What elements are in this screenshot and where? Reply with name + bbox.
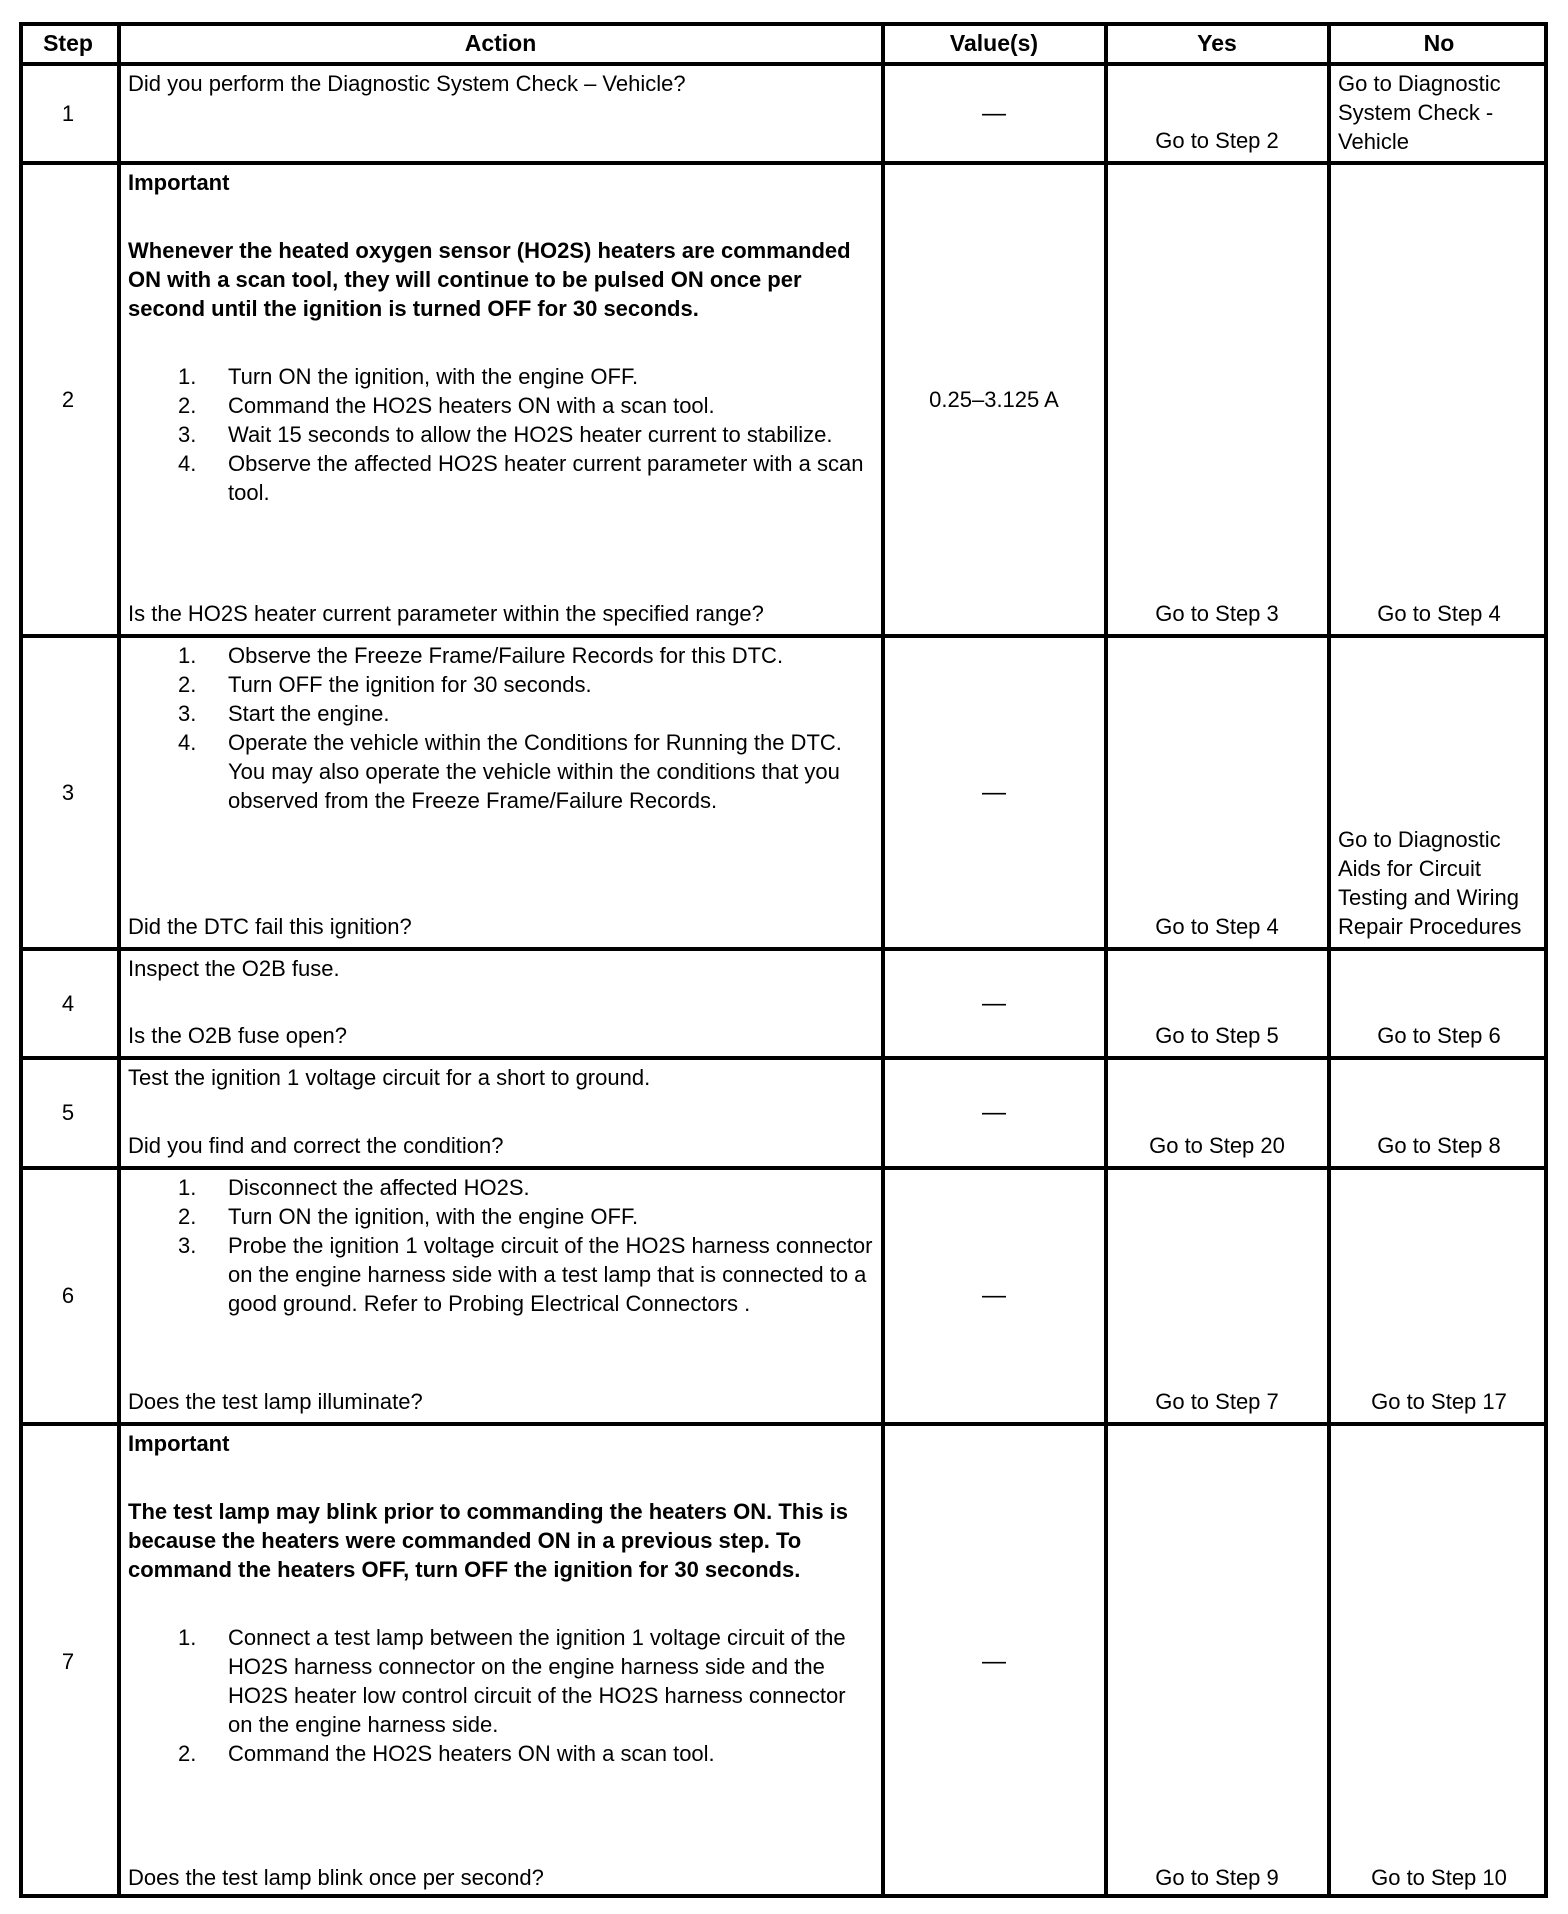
header-yes: Yes: [1197, 30, 1237, 56]
procedure-list: [128, 362, 873, 507]
important-text: Whenever the heated oxygen sensor (HO2S) heaters are commanded ON with a scan tool, they will continue to be pulsed ON once per second until the ignition is turned OFF for 30 seconds.: [128, 238, 851, 321]
no-link[interactable]: Go to Diagnostic System Check - Vehicle: [1338, 71, 1501, 154]
yes-cell: [1107, 164, 1327, 634]
step-number: 2: [61, 386, 75, 412]
action-cell: [120, 1169, 881, 1422]
row-divider: [19, 161, 1548, 165]
question: Is the HO2S heater current parameter within the specified range?: [128, 601, 764, 626]
diagnostic-table: [19, 22, 1548, 1898]
no-cell: [1330, 1169, 1548, 1422]
list-item: 2. Command the HO2S heaters ON with a scan tool.: [178, 1741, 715, 1766]
table-row-step-4: [19, 950, 1548, 1056]
action-cell: [120, 164, 881, 634]
row-divider: [19, 62, 1548, 66]
no-cell: [1330, 950, 1548, 1056]
no-link[interactable]: Go to Step 10: [1371, 1865, 1507, 1890]
table-border: [19, 22, 1548, 26]
column-divider: [117, 22, 121, 1898]
table-row-step-1: [19, 65, 1548, 161]
procedure-list: [128, 641, 873, 815]
action-cell: [120, 950, 881, 1056]
list-item: 4. Observe the affected HO2S heater current parameter with a scan tool.: [178, 451, 864, 505]
list-item: 4. Operate the vehicle within the Conditions for Running the DTC. You may also operate the vehicle within the conditions that you observed from the Freeze Frame/Failure Records.: [178, 730, 842, 813]
column-divider: [1327, 22, 1331, 1898]
question: Does the test lamp illuminate?: [128, 1389, 423, 1414]
action-text: Did you perform the Diagnostic System Check – Vehicle?: [128, 71, 686, 96]
important-text: The test lamp may blink prior to commanding the heaters ON. This is because the heaters were commanded ON in a previous step. To command the heaters OFF, turn OFF the ignition for 30 seconds.: [128, 1499, 849, 1582]
question: Does the test lamp blink once per second?: [128, 1865, 544, 1890]
yes-cell: [1107, 950, 1327, 1056]
no-cell: [1330, 1425, 1548, 1898]
important-label: Important: [128, 1431, 230, 1456]
step-number: 5: [61, 1100, 75, 1125]
question: Is the O2B fuse open?: [128, 1023, 347, 1048]
row-divider: [19, 1166, 1548, 1170]
step-number: 3: [61, 779, 75, 805]
action-cell: [120, 1059, 881, 1166]
yes-cell: [1107, 1169, 1327, 1422]
header-no: No: [1423, 30, 1455, 56]
yes-link[interactable]: Go to Step 2: [1155, 128, 1279, 153]
procedure-list: [128, 1173, 873, 1318]
step-number: 7: [61, 1649, 75, 1674]
table-border: [19, 22, 23, 1898]
list-item: 2. Turn OFF the ignition for 30 seconds.: [178, 672, 592, 697]
column-divider: [881, 22, 885, 1898]
value-cell: —: [982, 778, 1006, 806]
list-item: 1. Disconnect the affected HO2S.: [178, 1175, 530, 1200]
table-row-step-3: [19, 637, 1548, 947]
no-link[interactable]: Go to Step 4: [1377, 601, 1501, 626]
table-row-step-7: [19, 1425, 1548, 1898]
no-link[interactable]: Go to Step 6: [1377, 1023, 1501, 1048]
row-divider: [19, 1422, 1548, 1426]
yes-link[interactable]: Go to Step 7: [1155, 1389, 1279, 1414]
yes-cell: [1107, 1059, 1327, 1166]
no-cell: [1330, 1059, 1548, 1166]
no-link[interactable]: Go to Step 8: [1377, 1133, 1501, 1158]
list-item: 1. Observe the Freeze Frame/Failure Records for this DTC.: [178, 643, 784, 668]
yes-cell: [1107, 1425, 1327, 1898]
no-cell: [1330, 637, 1548, 947]
list-item: 1. Turn ON the ignition, with the engine OFF.: [178, 364, 639, 389]
action-cell: [120, 65, 881, 161]
value-cell: —: [982, 1648, 1006, 1675]
row-divider: [19, 634, 1548, 638]
column-divider: [1104, 22, 1108, 1898]
table-border: [1544, 22, 1548, 1898]
value-cell: 0.25–3.125 A: [929, 386, 1059, 412]
important-label: Important: [128, 170, 230, 195]
action-text: Inspect the O2B fuse.: [128, 956, 340, 981]
table-border: [19, 1894, 1548, 1898]
step-number: 1: [61, 100, 75, 126]
list-item: 3. Start the engine.: [178, 701, 390, 726]
yes-link[interactable]: Go to Step 4: [1155, 914, 1279, 939]
no-cell: [1330, 65, 1548, 161]
yes-link[interactable]: Go to Step 9: [1155, 1865, 1279, 1890]
question: Did you find and correct the condition?: [128, 1133, 504, 1158]
table-header: [19, 22, 1548, 65]
list-item: 2. Turn ON the ignition, with the engine OFF.: [178, 1204, 639, 1229]
list-item: 3. Wait 15 seconds to allow the HO2S heater current to stabilize.: [178, 422, 833, 447]
no-link[interactable]: Go to Step 17: [1371, 1389, 1507, 1414]
action-cell: [120, 1425, 881, 1898]
action-cell: [120, 637, 881, 947]
table-row-step-2: [19, 164, 1548, 634]
value-cell: —: [982, 1099, 1006, 1126]
question: Did the DTC fail this ignition?: [128, 914, 412, 939]
yes-link[interactable]: Go to Step 5: [1155, 1023, 1279, 1048]
value-cell: —: [982, 989, 1006, 1017]
yes-cell: [1107, 637, 1327, 947]
yes-link[interactable]: Go to Step 3: [1155, 601, 1279, 626]
header-values: Value(s): [949, 30, 1039, 56]
value-cell: —: [982, 1282, 1006, 1309]
list-item: 2. Command the HO2S heaters ON with a scan tool.: [178, 393, 715, 418]
header-action: Action: [464, 30, 537, 56]
step-number: 6: [61, 1283, 75, 1308]
procedure-list: [128, 1623, 873, 1768]
header-step: Step: [43, 30, 93, 56]
table-row-step-5: [19, 1059, 1548, 1166]
action-text: Test the ignition 1 voltage circuit for a short to ground.: [128, 1065, 651, 1090]
row-divider: [19, 1056, 1548, 1060]
list-item: 1. Connect a test lamp between the ignition 1 voltage circuit of the HO2S harness connector on the engine harness side and the HO2S heater low control circuit of the HO2S harness connector on the engine harness side.: [178, 1625, 846, 1737]
value-cell: —: [982, 99, 1006, 127]
no-link[interactable]: Go to Diagnostic Aids for Circuit Testing and Wiring Repair Procedures: [1338, 827, 1522, 939]
step-number: 4: [61, 990, 75, 1016]
yes-link[interactable]: Go to Step 20: [1149, 1133, 1285, 1158]
yes-cell: [1107, 65, 1327, 161]
no-cell: [1330, 164, 1548, 634]
list-item: 3. Probe the ignition 1 voltage circuit of the HO2S harness connector on the engine harness side with a test lamp that is connected to a good ground. Refer to Probing Electrical Connectors .: [178, 1233, 873, 1316]
row-divider: [19, 947, 1548, 951]
table-row-step-6: [19, 1169, 1548, 1422]
